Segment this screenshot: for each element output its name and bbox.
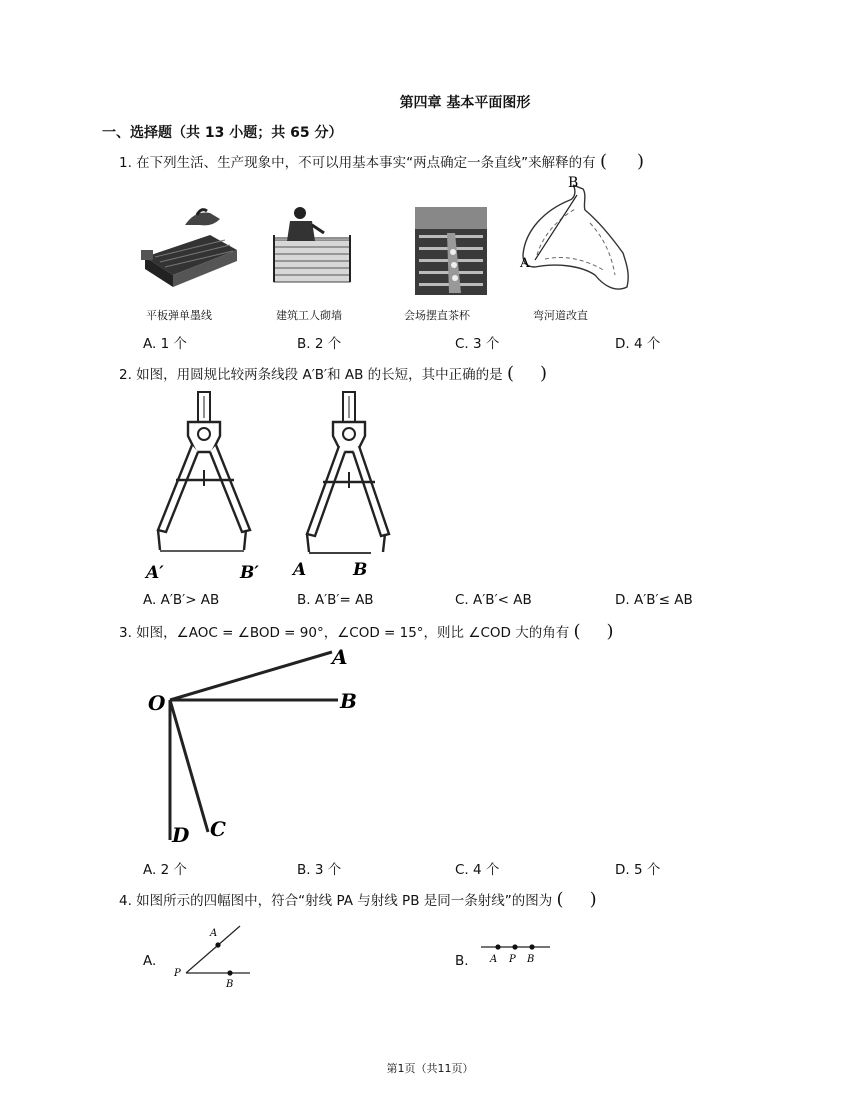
figure-q4-b bbox=[478, 938, 554, 968]
page-title: 第四章 基本平面图形 bbox=[399, 95, 531, 111]
answer-paren-close: ) bbox=[606, 621, 614, 642]
answer-paren-open: ( bbox=[573, 621, 581, 642]
figure-angles bbox=[140, 640, 380, 850]
label-a-prime: A′ bbox=[146, 563, 164, 583]
figure-teacups bbox=[415, 207, 487, 295]
fig-a-label-a: A bbox=[210, 928, 218, 939]
river-label-a: A bbox=[520, 256, 530, 271]
figure-compass-left bbox=[140, 390, 270, 585]
answer-paren-open: ( bbox=[599, 151, 607, 172]
caption-1: 平板弹单墨线 bbox=[146, 309, 212, 322]
q2-option-a[interactable]: A. A′B′> AB bbox=[143, 592, 220, 608]
figure-compass-right bbox=[285, 390, 405, 585]
section-heading: 一、选择题（共 13 小题；共 65 分） bbox=[102, 125, 343, 141]
label-b-prime: B′ bbox=[240, 563, 259, 583]
question-1-stem: 1. 在下列生活、生产现象中，不可以用基本事实“两点确定一条直线”来解释的有 bbox=[119, 155, 596, 171]
q3-option-a[interactable]: A. 2 个 bbox=[143, 862, 187, 878]
question-3-stem: 3. 如图，∠AOC = ∠BOD = 90°，∠COD = 15°，则比 ∠COD 大的角有 bbox=[119, 625, 570, 641]
fig-a-label-p: P bbox=[174, 968, 181, 979]
label-a: A bbox=[332, 645, 348, 669]
question-2 bbox=[119, 363, 547, 384]
question-2-stem: 2. 如图，用圆规比较两条线段 A′B′和 AB 的长短，其中正确的是 bbox=[119, 367, 503, 383]
question-4-stem: 4. 如图所示的四幅图中，符合“射线 PA 与射线 PB 是同一条射线”的图为 bbox=[119, 893, 553, 909]
q1-option-b[interactable]: B. 2 个 bbox=[297, 336, 342, 352]
answer-paren-open: ( bbox=[556, 889, 564, 910]
caption-3: 会场摆直茶杯 bbox=[404, 309, 470, 322]
label-c: C bbox=[210, 817, 226, 841]
q2-option-c[interactable]: C. A′B′< AB bbox=[455, 592, 532, 608]
figure-ink-line-board bbox=[135, 195, 245, 290]
fig-b-label-a: A bbox=[490, 954, 498, 965]
q3-option-d[interactable]: D. 5 个 bbox=[615, 862, 661, 878]
q4-option-a[interactable]: A. bbox=[143, 953, 157, 969]
fig-a-label-b: B bbox=[226, 979, 234, 990]
question-1 bbox=[119, 151, 644, 172]
label-o: O bbox=[148, 691, 166, 715]
figure-bricklaying bbox=[270, 205, 355, 287]
label-b: B bbox=[340, 689, 357, 713]
q3-option-b[interactable]: B. 3 个 bbox=[297, 862, 342, 878]
q1-option-c[interactable]: C. 3 个 bbox=[455, 336, 500, 352]
q1-option-d[interactable]: D. 4 个 bbox=[615, 336, 661, 352]
figure-q4-a bbox=[168, 920, 263, 992]
fig-b-label-b: B bbox=[527, 954, 535, 965]
label-a: A bbox=[293, 560, 307, 580]
q2-option-b[interactable]: B. A′B′= AB bbox=[297, 592, 374, 608]
fig-b-label-p: P bbox=[509, 954, 516, 965]
question-4 bbox=[119, 889, 597, 910]
caption-2: 建筑工人砌墙 bbox=[276, 309, 342, 322]
river-label-b: B bbox=[568, 175, 579, 191]
q4-option-b[interactable]: B. bbox=[455, 953, 469, 969]
answer-paren-open: ( bbox=[506, 363, 514, 384]
figure-river-straightening bbox=[515, 175, 633, 295]
q3-option-c[interactable]: C. 4 个 bbox=[455, 862, 500, 878]
answer-paren-close: ) bbox=[589, 889, 597, 910]
q1-option-a[interactable]: A. 1 个 bbox=[143, 336, 187, 352]
q2-option-d[interactable]: D. A′B′≤ AB bbox=[615, 592, 693, 608]
label-d: D bbox=[172, 823, 190, 847]
label-b: B bbox=[353, 560, 368, 580]
caption-4: 弯河道改直 bbox=[533, 309, 588, 322]
answer-paren-close: ) bbox=[637, 151, 645, 172]
answer-paren-close: ) bbox=[540, 363, 548, 384]
page-footer: 第1页（共11页） bbox=[386, 1062, 474, 1075]
question-3 bbox=[119, 621, 614, 642]
